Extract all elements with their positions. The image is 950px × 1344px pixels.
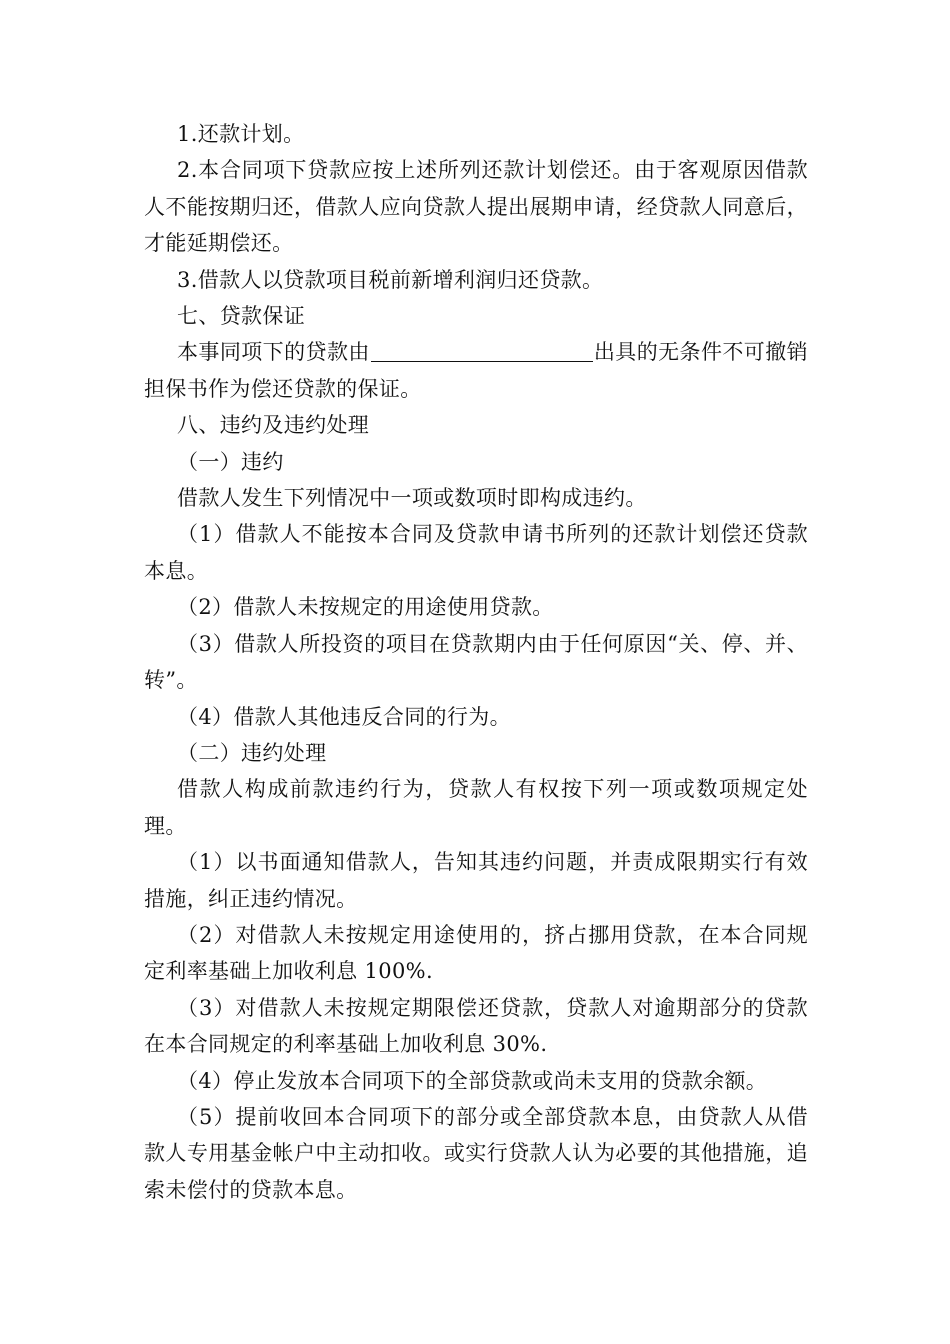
- document-page: [144, 116, 808, 1208]
- guarantee-text-after: 出具的无条件不可撤销担保书作为偿还贷款的保证。: [144, 340, 809, 401]
- section-heading-default: 八、违约及违约处理: [177, 413, 370, 438]
- subheading-default: （一）违约: [177, 449, 284, 474]
- paragraph-repayment-terms: 2.本合同项下贷款应按上述所列还款计划偿还。由于客观原因借款人不能按期归还，借款人应向贷款人提出展期申请，经贷款人同意后，才能延期偿还。: [144, 158, 808, 256]
- default-item-3: （3）借款人所投资的项目在贷款期内由于任何原因“关、停、并、转”。: [144, 631, 808, 693]
- handling-item-3: （3）对借款人未按规定期限偿还贷款，贷款人对逾期部分的贷款在本合同规定的利率基础上加收利息 30%.: [144, 995, 808, 1057]
- paragraph-repayment-plan: 1.还款计划。: [177, 122, 305, 146]
- handling-item-5: （5）提前收回本合同项下的部分或全部贷款本息，由贷款人从借款人专用基金帐户中主动扣收。或实行贷款人认为必要的其他措施，追索未偿付的贷款本息。: [144, 1104, 808, 1202]
- handling-item-4: （4）停止发放本合同项下的全部贷款或尚未支用的贷款余额。: [177, 1068, 768, 1093]
- default-item-2: （2）借款人未按规定的用途使用贷款。: [177, 595, 554, 620]
- paragraph-handling-intro: 借款人构成前款违约行为，贷款人有权按下列一项或数项规定处理。: [144, 777, 808, 838]
- handling-item-2: （2）对借款人未按规定用途使用的，挤占挪用贷款，在本合同规定利率基础上加收利息 100%.: [144, 922, 808, 984]
- guarantor-blank-line: [371, 339, 593, 362]
- paragraph-default-intro: 借款人发生下列情况中一项或数项时即构成违约。: [177, 486, 647, 511]
- default-item-1: （1）借款人不能按本合同及贷款申请书所列的还款计划偿还贷款本息。: [144, 522, 808, 583]
- section-heading-guarantee: 七、贷款保证: [177, 304, 306, 329]
- paragraph-repayment-source: 3.借款人以贷款项目税前新增利润归还贷款。: [177, 267, 604, 292]
- paragraph-guarantee: [144, 334, 808, 407]
- default-item-4: （4）借款人其他违反合同的行为。: [177, 704, 511, 729]
- handling-item-1: （1）以书面通知借款人，告知其违约问题，并责成限期实行有效措施，纠正违约情况。: [144, 850, 808, 911]
- guarantee-text-before: 本事同项下的贷款由: [177, 340, 370, 365]
- subheading-default-handling: （二）违约处理: [177, 740, 327, 765]
